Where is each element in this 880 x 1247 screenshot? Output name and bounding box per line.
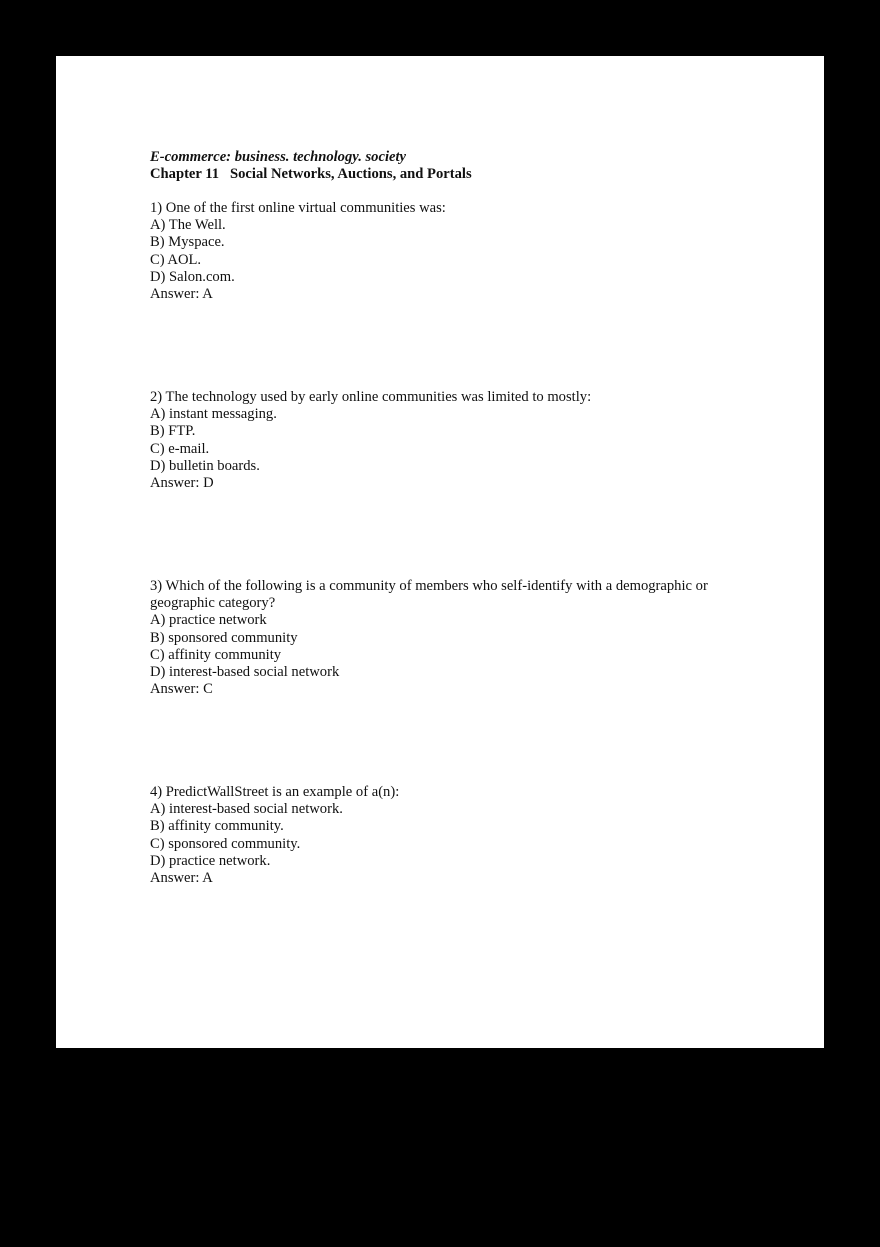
option-c: C) sponsored community. — [150, 835, 301, 852]
question-3 — [150, 578, 750, 698]
option-d: D) interest-based social network — [150, 664, 340, 681]
option-b: B) Myspace. — [150, 234, 225, 251]
option-a: A) interest-based social network. — [150, 801, 343, 818]
document-page — [56, 56, 824, 1048]
option-c: C) e-mail. — [150, 440, 210, 457]
question-text: 4) PredictWallStreet is an example of a(n): — [150, 784, 400, 800]
question-1 — [150, 200, 750, 303]
chapter-title: Chapter 11 Social Networks, Auctions, and Portals — [150, 166, 472, 183]
question-text: 2) The technology used by early online communities was limited to mostly: — [150, 389, 592, 405]
answer: Answer: C — [150, 681, 213, 698]
option-b: B) affinity community. — [150, 818, 284, 835]
answer: Answer: D — [150, 475, 214, 492]
question-2 — [150, 389, 750, 492]
document-header — [150, 149, 472, 183]
answer: Answer: A — [150, 870, 213, 887]
option-d: D) Salon.com. — [150, 268, 235, 285]
option-a: A) instant messaging. — [150, 406, 277, 423]
option-c: C) AOL. — [150, 251, 202, 268]
option-d: D) bulletin boards. — [150, 457, 260, 474]
option-b: B) FTP. — [150, 423, 196, 440]
option-c: C) affinity community — [150, 646, 282, 663]
question-4 — [150, 784, 750, 887]
question-text: 3) Which of the following is a community of members who self-identify with a demographic or geographic category? — [150, 578, 708, 612]
answer: Answer: A — [150, 286, 213, 303]
question-text: 1) One of the first online virtual communities was: — [150, 200, 446, 216]
option-a: A) practice network — [150, 612, 267, 629]
option-b: B) sponsored community — [150, 629, 298, 646]
option-d: D) practice network. — [150, 852, 271, 869]
book-title: E-commerce: business. technology. society — [150, 149, 407, 165]
option-a: A) The Well. — [150, 217, 226, 234]
